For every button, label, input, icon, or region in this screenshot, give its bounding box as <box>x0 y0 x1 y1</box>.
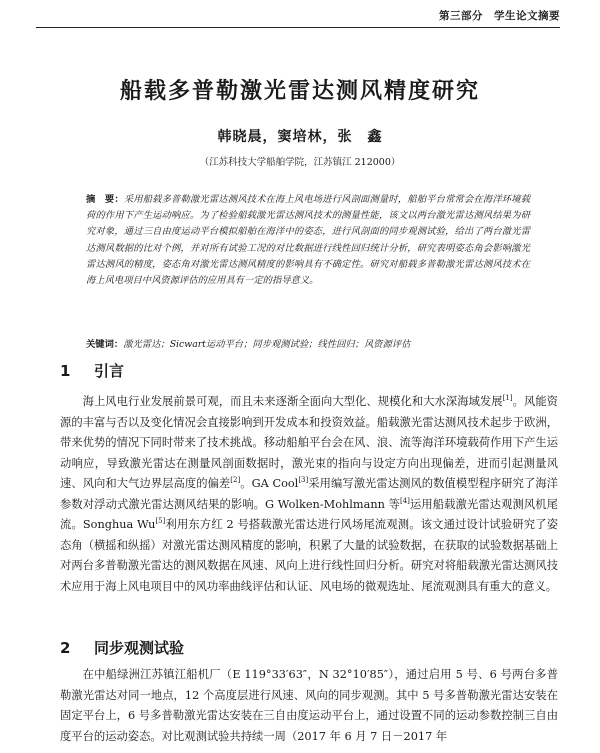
section-1-number: 1 <box>60 362 71 380</box>
citation-3[interactable]: [3] <box>298 476 309 485</box>
abstract <box>86 192 530 289</box>
citation-1[interactable]: [1] <box>502 394 513 403</box>
section-1-heading <box>60 360 124 381</box>
section-2-heading <box>60 637 184 658</box>
citation-5[interactable]: [5] <box>155 517 166 526</box>
text-run: 采用编写激光雷达测风的数值模型程序研究了海洋参数对浮动式激光雷达测风结果的影响。G Wolken-Mohlmann 等 <box>60 477 558 511</box>
section-1-body <box>60 392 558 597</box>
text-run: 。风能资源的丰富与否以及变化情况会直接影响到开发成本和投资效益。船载激光雷达测风技术起步于欧洲，带来优势的情况下同时带来了技术挑战。移动船舶平台会在风、浪、流等海洋环境载荷作用下产生运动响应，导致激光雷达在测量风剖面数据时，激光束的指向与设定方向出现偏差，进而引起测量风速、风向和大气边界层高度的偏差 <box>60 395 558 490</box>
header-rule <box>36 27 560 28</box>
text-run: 运用船载激光雷达观测风机尾流。Songhua Wu <box>60 497 558 531</box>
keywords <box>86 337 530 353</box>
keywords-label: 关键词： <box>86 339 124 350</box>
paper-authors: 韩晓晨，窦培林，张 鑫 <box>217 129 383 145</box>
abstract-label: 摘 要： <box>86 194 124 205</box>
section-2-body <box>60 665 558 747</box>
section-2-number: 2 <box>60 639 71 657</box>
text-run: 利用东方红 2 号搭载激光雷达进行风场尾流观测。该文通过设计试验研究了姿态角（横摇和纵摇）对激光雷达测风精度的影响，积累了大量的试验数据，在获取的试验数据基础上对两台多普勒激光雷达的测风数据在风速、风向上进行线性回归分析。研究对将船载激光雷达测风技术应用于海上风电项目中的风功率曲线评估和认证、风电场的微观选址、尾流观测具有重大的意义。 <box>60 518 558 593</box>
abstract-text: 采用船载多普勒激光雷达测风技术在海上风电场进行风剖面测量时，船舶平台常常会在海洋环境载荷的作用下产生运动响应。为了检验船载激光雷达测风技术的测量性能，该文以两台激光雷达测风结果为研究对象，通过三自由度运动平台模拟船舶在海洋中的姿态，进行风剖面的同步观测试验，给出了两台激光雷达测风数据的比对个例，并对所有试验工况的对比数据进行线性回归统计分析，研究表明姿态角会影响激光雷达测风的精度，姿态角对激光雷达测风精度的影响具有不确定性。研究对船载多普勒激光雷达测风技术在海上风电项目中风资源评估的应用具有一定的指导意义。 <box>86 194 530 287</box>
section-1-title: 引言 <box>94 362 125 380</box>
text-run: 海上风电行业发展前景可观，而且未来逐渐全面向大型化、规模化和大水深海域发展 <box>82 395 503 408</box>
section-2-title: 同步观测试验 <box>94 639 185 657</box>
keywords-text: 激光雷达；Sicwart运动平台；同步观测试验；线性回归；风资源评估 <box>123 339 411 350</box>
paper-affiliation: （江苏科技大学船舶学院，江苏镇江 212000） <box>199 157 401 168</box>
section-1-paragraph <box>60 392 558 597</box>
citation-2[interactable]: [2] <box>230 476 241 485</box>
paper-title: 船载多普勒激光雷达测风精度研究 <box>119 79 480 104</box>
text-run: 。GA Cool <box>240 477 299 490</box>
section-2-paragraph: 在中船绿洲江苏镇江船机厂（E 119°33′63″，N 32°10′85″），通过启用 5 号、6 号两台多普勒激光雷达对同一地点，12 个高度层进行风速、风向的同步观测。其中 5 号多普勒激光雷达安装在固定平台上，6 号多普勒激光雷达安装在三自由度运动平台上，通过设置不同的运动参数控制三自由度平台的运动姿态。对比观测试验共持续一周（2017 年 6 月 7 日－2017 年 <box>60 668 558 743</box>
citation-4[interactable]: [4] <box>399 496 410 505</box>
running-head: 第三部分 学生论文摘要 <box>439 10 560 22</box>
